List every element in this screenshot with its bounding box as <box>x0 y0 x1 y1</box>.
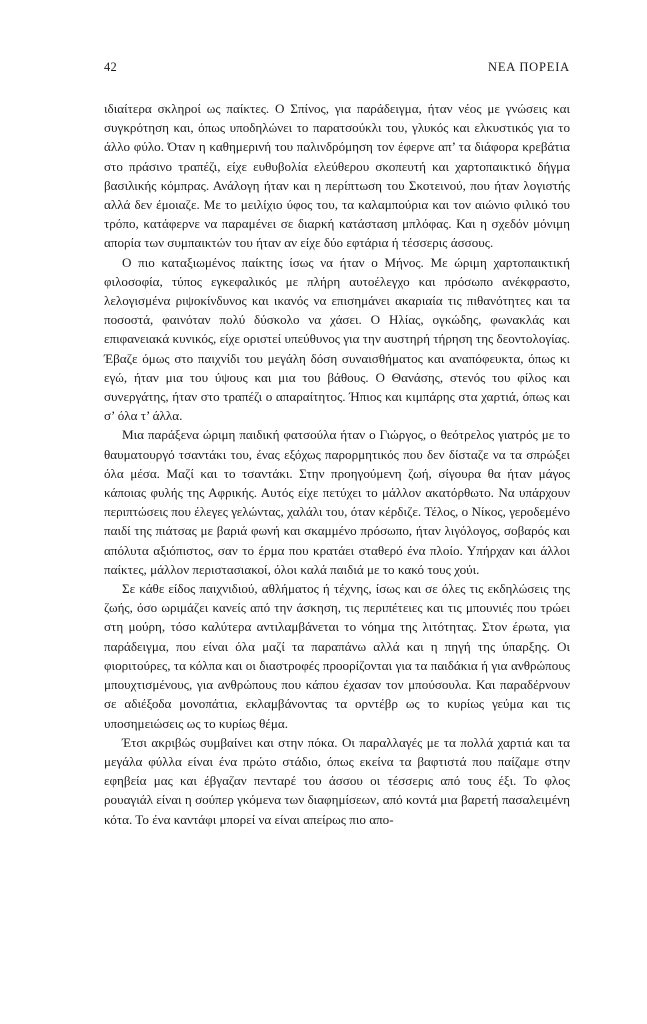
paragraph: Έτσι ακριβώς συμβαίνει και στην πόκα. Οι παραλλαγές με τα πολλά χαρτιά και τα μεγάλα φύλλα είναι ένα πρώτο στάδιο, όπως εκείνα τα βαφτιστά που παίζαμε στην εφηβεία μας και έβγαζαν πενταρέ του άσσου οι τέσσερις από τους έξι. Το φλος ρουαγιάλ είναι η σούπερ γκόμενα των διαφημίσεων, από κοντά μια βαρετή πασαλειμένη κότα. Το ένα καντάφι μπορεί να είναι απείρως πιο απο- <box>104 734 570 827</box>
body-text <box>104 99 570 829</box>
paragraph: Ο πιο καταξιωμένος παίκτης ίσως να ήταν ο Μήνος. Με ώριμη χαρτοπαικτική φιλοσοφία, τύπος εγκεφαλικός με πλήρη αυτοέλεγχο και πρόσωπο ανέκφραστο, λελογισμένα ριψοκίνδυνος και ικανός να επισημάνει ακαριαία τις πιθανότητες και τα ποσοστά, φαινόταν πολύ δύσκολο να χάσει. Ο Ηλίας, ογκώδης, φωνακλάς και επιφανειακά κυνικός, είχε οριστεί υπεύθυνος για την αυστηρή τήρηση της δεοντολογίας. Έβαζε όμως στο παιχνίδι του μεγάλη δόση συναισθήματος και αναπόφευκτα, όπως κι εγώ, ήταν μια του ύψους και μια του βάθους. Ο Θανάσης, στενός του φίλος και συνεργάτης, ήταν στο τραπέζι ο απαραίτητος. Ήπιος και κιμπάρης στα χαρτιά, όπως και σ’ όλα τ’ άλλα. <box>104 254 570 424</box>
paragraph: Σε κάθε είδος παιχνιδιού, αθλήματος ή τέχνης, ίσως και σε όλες τις εκδηλώσεις της ζωής, όσο ωριμάζει κανείς από την άσκηση, τις περιπέτειες και τις μπουνιές που τρώει στη μούρη, τόσο καλύτερα αντιλαμβάνεται το νόημα της λιτότητας. Στον έρωτα, για παράδειγμα, που είναι όλα μαζί τα παραπάνω αλλά και η πηγή της ύπαρξης. Οι φιοριτούρες, τα κόλπα και οι διαστροφές προορίζονται για τα παιδάκια ή για ανθρώπους μπουχτισμένους, για ανθρώπους που κάπου έχασαν τον μπούσουλα. Και παραδέρνουν σε αδιέξοδα μονοπάτια, εκλαμβάνοντας τα ορντέβρ ως το κυρίως γεύμα και τις υποσημειώσεις ως το κυρίως θέμα. <box>104 581 570 731</box>
paragraph: Μια παράξενα ώριμη παιδική φατσούλα ήταν ο Γιώργος, ο θεότρελος γιατρός με το θαυματουργό τσαντάκι του, ένας εξόχως παρορμητικός που δεν δίσταζε να τα σπρώξει όλα μέσα. Μαζί και το τσαντάκι. Στην προηγούμενη ζωή, σίγουρα θα ήταν μάγος κάποιας φυλής της Αφρικής. Αυτός είχε πετύχει το μάλλον ακατόρθωτο. Να υπάρχουν περιπτώσεις που έλεγες γελώντας, χαλάλι του, όταν κέρδιζε. Τέλος, ο Νίκος, γεροδεμένο παιδί της πιάτσας με βαριά φωνή και σκαμμένο πρόσωπο, ήταν λιγόλογος, σοβαρός και απόλυτα αξιόπιστος, σαν το έρμα που κρατάει σταθερό ένα πλοίο. Υπήρχαν και άλλοι παίκτες, μάλλον περιστασιακοί, όλοι καλά παιδιά με το κακό τους χούι. <box>104 427 570 577</box>
page-number: 42 <box>104 60 118 74</box>
page-header <box>104 60 570 76</box>
paragraph: ιδιαίτερα σκληροί ως παίκτες. Ο Σπίνος, για παράδειγμα, ήταν νέος με γνώσεις και συγκρότηση και, όπως υποδηλώνει το παρατσούκλι του, γλυκός και ελκυστικός για το άλλο φύλο. Όταν η καθημερινή του παλινδρόμηση τον έφερνε απ’ τα διάφορα κρεβάτια στο πράσινο τραπέζι, είχε ευθυβολία ελεύθερου σκοπευτή και χαρτοπαικτικό δήγμα βασιλικής κόμπρας. Ανάλογη ήταν και η περίπτωση του Σκοτεινού, που ήταν λογιστής αλλά δεν έμοιαζε. Με το μειλίχιο ύφος του, τα καλαμπούρια και τον αιώνιο φιλικό του τρόπο, κατάφερνε να παραμένει σε διαρκή κατάσταση μπλόφας. Και η σχεδόν μόνιμη απορία των συμπαικτών του ήταν αν είχε δύο εφτάρια ή τέσσερις άσσους. <box>104 101 570 251</box>
running-title: ΝΕΑ ΠΟΡΕΙΑ <box>488 60 570 74</box>
